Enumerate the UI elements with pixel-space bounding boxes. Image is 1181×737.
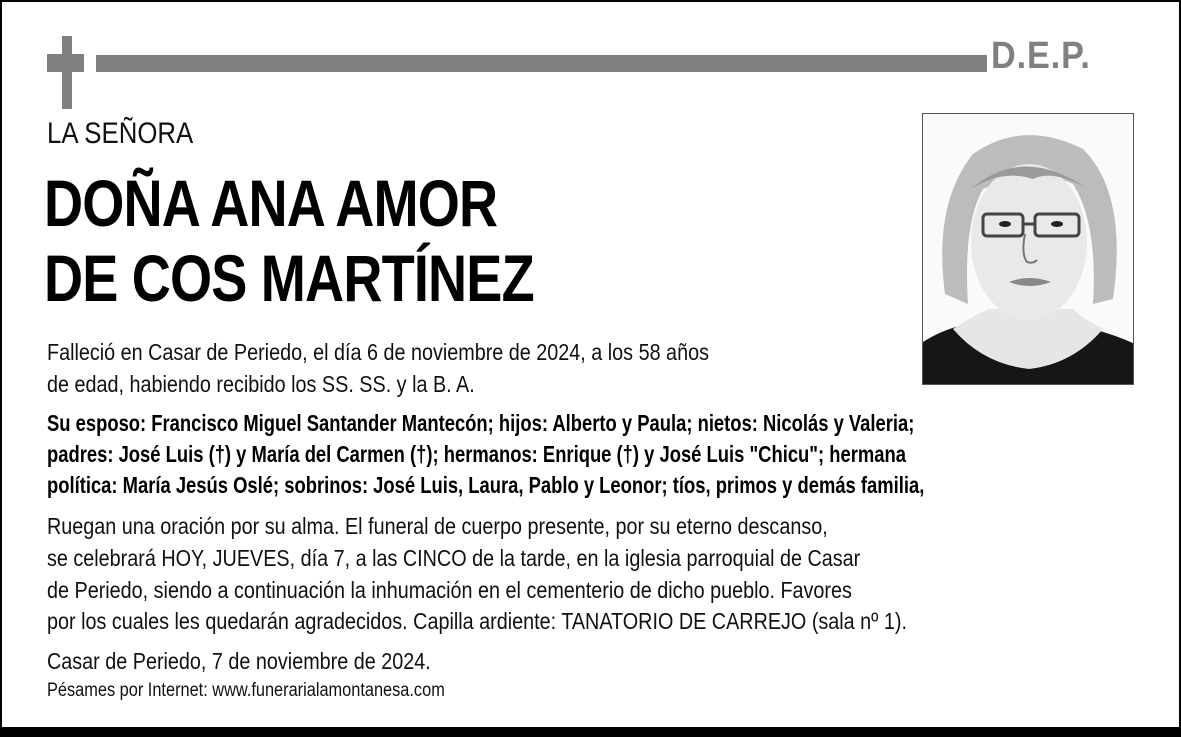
portrait-photo — [922, 113, 1134, 385]
family-line-2: padres: José Luis (†) y María del Carmen (†); hermanos: Enrique (†) y José Luis "Chicu"; hermana — [47, 441, 906, 467]
family-line-3: política: María Jesús Oslé; sobrinos: José Luis, Laura, Pablo y Leonor; tíos, primos y demás familia, — [47, 472, 925, 498]
funeral-line-3: de Periedo, siendo a continuación la inhumación en el cementerio de dicho pueblo. Favores — [47, 577, 852, 603]
title-small: LA SEÑORA — [47, 117, 194, 150]
place-date: Casar de Periedo, 7 de noviembre de 2024. — [47, 648, 431, 674]
portrait-image — [923, 114, 1134, 385]
funeral-line-1: Ruegan una oración por su alma. El funeral de cuerpo presente, por su eterno descanso, — [47, 513, 828, 539]
condolences-line: Pésames por Internet: www.funerarialamontanesa.com — [47, 680, 445, 701]
family-line-1: Su esposo: Francisco Miguel Santander Mantecón; hijos: Alberto y Paula; nietos: Nicolás y Valeria; — [47, 410, 915, 436]
cross-icon-arm — [47, 54, 84, 72]
death-line-1: Falleció en Casar de Periedo, el día 6 de noviembre de 2024, a los 58 años — [47, 339, 709, 365]
bottom-bar — [0, 727, 1181, 737]
funeral-line-2: se celebrará HOY, JUEVES, día 7, a las CINCO de la tarde, en la iglesia parroquial de Casar — [47, 545, 861, 571]
header-rule — [96, 55, 987, 72]
death-line-2: de edad, habiendo recibido los SS. SS. y la B. A. — [47, 371, 475, 397]
cross-icon — [62, 36, 72, 109]
dep-label: D.E.P. — [991, 35, 1091, 77]
name-line-1: DOÑA ANA AMOR — [44, 166, 498, 240]
funeral-line-4: por los cuales les quedarán agradecidos. Capilla ardiente: TANATORIO DE CARREJO (sala nº 1). — [47, 608, 907, 634]
deceased-name — [44, 166, 534, 316]
name-line-2: DE COS MARTÍNEZ — [44, 241, 534, 315]
